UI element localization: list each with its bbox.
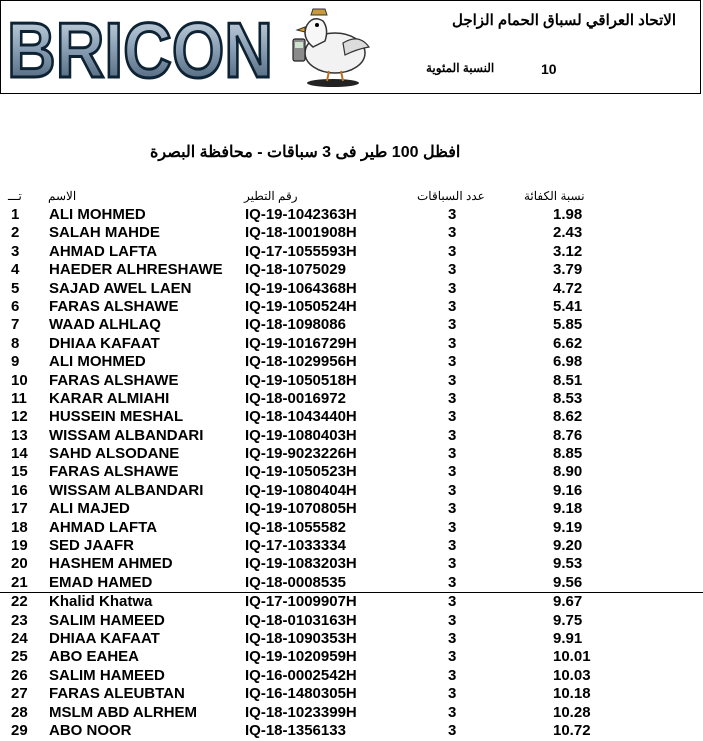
table-row: [0, 592, 703, 611]
bricon-logo-graphic: [5, 6, 277, 94]
ring-number-cell: IQ-18-1029956H: [245, 353, 357, 371]
race-count-cell: 3: [448, 685, 457, 703]
rank-cell: 21: [11, 573, 28, 591]
name-cell: WAAD ALHLAQ: [49, 316, 161, 334]
rank-cell: 19: [11, 537, 28, 555]
table-row: [0, 574, 703, 592]
name-cell: SALIM HAMEED: [49, 611, 165, 629]
efficiency-cell: 8.53: [553, 389, 583, 407]
efficiency-cell: 9.53: [553, 555, 583, 573]
race-count-cell: 3: [448, 629, 457, 647]
efficiency-cell: 10.18: [553, 685, 591, 703]
race-count-cell: 3: [448, 261, 457, 279]
rank-cell: 7: [11, 316, 20, 334]
efficiency-cell: 8.76: [553, 426, 583, 444]
name-cell: ALI MOHMED: [49, 353, 146, 371]
table-row: [0, 335, 703, 353]
rank-cell: 11: [11, 389, 27, 407]
efficiency-cell: 5.85: [553, 316, 583, 334]
table-row: [0, 685, 703, 703]
ring-number-cell: IQ-19-1070805H: [245, 500, 357, 518]
name-cell: FARAS ALSHAWE: [49, 371, 179, 389]
column-header-rank: تـــ: [8, 189, 22, 203]
rank-cell: 8: [11, 334, 20, 352]
ring-number-cell: IQ-18-0016972: [245, 389, 346, 407]
race-count-cell: 3: [448, 297, 457, 315]
table-row: [0, 630, 703, 648]
column-header-name: الاسم: [48, 189, 77, 203]
name-cell: ABO NOOR: [49, 721, 132, 739]
table-row: [0, 372, 703, 390]
percentage-label: النسبة المئوية: [426, 61, 495, 75]
efficiency-cell: 8.85: [553, 445, 583, 463]
race-count-cell: 3: [448, 279, 457, 297]
table-row: [0, 316, 703, 334]
rank-cell: 20: [11, 555, 28, 573]
race-count-cell: 3: [448, 537, 457, 555]
table-row: [0, 555, 703, 573]
efficiency-cell: 4.72: [553, 279, 583, 297]
rank-cell: 26: [11, 666, 28, 684]
table-row: [0, 280, 703, 298]
ring-number-cell: IQ-19-1016729H: [245, 334, 357, 352]
race-count-cell: 3: [448, 481, 457, 499]
ring-number-cell: IQ-16-1480305H: [245, 685, 357, 703]
name-cell: SAHD ALSODANE: [49, 445, 180, 463]
race-count-cell: 3: [448, 445, 457, 463]
name-cell: SALAH MAHDE: [49, 224, 160, 242]
efficiency-cell: 6.62: [553, 334, 583, 352]
name-cell: ALI MOHMED: [49, 206, 146, 223]
table-row: [0, 667, 703, 685]
efficiency-cell: 1.98: [553, 206, 583, 223]
ring-number-cell: IQ-19-1080403H: [245, 426, 357, 444]
name-cell: KARAR ALMIAHI: [49, 389, 170, 407]
table-row: [0, 648, 703, 666]
name-cell: DHIAA KAFAAT: [49, 629, 160, 647]
table-row: [0, 243, 703, 261]
ring-number-cell: IQ-18-1090353H: [245, 629, 357, 647]
rank-cell: 3: [11, 242, 20, 260]
table-row: [0, 298, 703, 316]
race-count-cell: 3: [448, 334, 457, 352]
race-count-cell: 3: [448, 316, 457, 334]
table-row: [0, 612, 703, 630]
name-cell: MSLM ABD ALRHEM: [49, 703, 198, 721]
table-row: [0, 537, 703, 555]
rank-cell: 2: [11, 224, 20, 242]
race-count-cell: 3: [448, 611, 457, 629]
race-count-cell: 3: [448, 463, 457, 481]
column-header-ring-number: رقم التطير: [244, 189, 298, 203]
efficiency-cell: 8.62: [553, 408, 583, 426]
name-cell: SED JAAFR: [49, 537, 135, 555]
race-count-cell: 3: [448, 555, 457, 573]
ring-number-cell: IQ-16-0002542H: [245, 666, 357, 684]
ring-number-cell: IQ-18-1055582: [245, 518, 346, 536]
percentage-value: 10: [541, 61, 557, 77]
efficiency-cell: 9.56: [553, 573, 583, 591]
efficiency-cell: 10.01: [553, 648, 591, 666]
table-row: [0, 722, 703, 740]
report-header: [0, 0, 701, 94]
race-count-cell: 3: [448, 703, 457, 721]
ring-number-cell: IQ-18-1075029: [245, 261, 346, 279]
efficiency-cell: 8.51: [553, 371, 583, 389]
ring-number-cell: IQ-19-1020959H: [245, 648, 357, 666]
column-header-efficiency: نسبة الكفائة: [524, 189, 585, 203]
ring-number-cell: IQ-17-1033334: [245, 537, 346, 555]
bricon-logo: [5, 6, 277, 94]
race-count-cell: 3: [448, 353, 457, 371]
efficiency-cell: 9.67: [553, 593, 583, 611]
rank-cell: 25: [11, 648, 28, 666]
race-count-cell: 3: [448, 593, 457, 611]
efficiency-cell: 9.18: [553, 500, 583, 518]
efficiency-cell: 3.79: [553, 261, 583, 279]
name-cell: HUSSEIN MESHAL: [49, 408, 184, 426]
race-count-cell: 3: [448, 648, 457, 666]
table-row: [0, 463, 703, 481]
race-count-cell: 3: [448, 224, 457, 242]
name-cell: EMAD HAMED: [49, 573, 153, 591]
ring-number-cell: IQ-19-1064368H: [245, 279, 357, 297]
name-cell: WISSAM ALBANDARI: [49, 426, 204, 444]
efficiency-cell: 9.75: [553, 611, 583, 629]
ring-number-cell: IQ-19-1042363H: [245, 206, 357, 223]
name-cell: SAJAD AWEL LAEN: [49, 279, 192, 297]
table-row: [0, 445, 703, 463]
table-row: [0, 408, 703, 426]
rank-cell: 27: [11, 685, 28, 703]
ring-number-cell: IQ-18-1001908H: [245, 224, 357, 242]
name-cell: ALI MAJED: [49, 500, 130, 518]
ring-number-cell: IQ-19-1050524H: [245, 297, 357, 315]
name-cell: AHMAD LAFTA: [49, 242, 158, 260]
table-row: [0, 427, 703, 445]
efficiency-cell: 3.12: [553, 242, 583, 260]
race-count-cell: 3: [448, 573, 457, 591]
name-cell: Khalid Khatwa: [49, 593, 153, 611]
table-row: [0, 206, 703, 224]
ring-number-cell: IQ-18-1043440H: [245, 408, 357, 426]
efficiency-cell: 5.41: [553, 297, 583, 315]
race-count-cell: 3: [448, 371, 457, 389]
ring-number-cell: IQ-19-1080404H: [245, 481, 357, 499]
name-cell: DHIAA KAFAAT: [49, 334, 160, 352]
race-count-cell: 3: [448, 518, 457, 536]
ring-number-cell: IQ-18-1023399H: [245, 703, 357, 721]
rank-cell: 9: [11, 353, 20, 371]
name-cell: WISSAM ALBANDARI: [49, 481, 204, 499]
race-count-cell: 3: [448, 426, 457, 444]
rank-cell: 22: [11, 593, 28, 611]
ring-number-cell: IQ-17-1009907H: [245, 593, 357, 611]
efficiency-cell: 9.19: [553, 518, 583, 536]
table-row: [0, 500, 703, 518]
ring-number-cell: IQ-19-1050523H: [245, 463, 357, 481]
rank-cell: 1: [11, 206, 20, 223]
race-count-cell: 3: [448, 408, 457, 426]
rank-cell: 10: [11, 371, 28, 389]
efficiency-cell: 9.20: [553, 537, 583, 555]
logo-text: BRICON: [7, 6, 273, 94]
efficiency-cell: 8.90: [553, 463, 583, 481]
efficiency-cell: 9.16: [553, 481, 583, 499]
rank-cell: 24: [11, 629, 28, 647]
ring-number-cell: IQ-18-1098086: [245, 316, 346, 334]
rank-cell: 5: [11, 279, 20, 297]
name-cell: AHMAD LAFTA: [49, 518, 158, 536]
table-row: [0, 704, 703, 722]
name-cell: HASHEM AHMED: [49, 555, 173, 573]
race-count-cell: 3: [448, 206, 457, 223]
efficiency-cell: 6.98: [553, 353, 583, 371]
rank-cell: 14: [11, 445, 28, 463]
ring-number-cell: IQ-18-0008535: [245, 573, 346, 591]
efficiency-cell: 10.72: [553, 721, 591, 739]
ring-number-cell: IQ-19-9023226H: [245, 445, 357, 463]
table-row: [0, 353, 703, 371]
ring-number-cell: IQ-18-0103163H: [245, 611, 357, 629]
rank-cell: 16: [11, 481, 28, 499]
race-count-cell: 3: [448, 500, 457, 518]
report-title: افظل 100 طير فى 3 سباقات - محافظة البصرة: [150, 144, 461, 161]
rank-cell: 12: [11, 408, 28, 426]
table-row: [0, 519, 703, 537]
name-cell: FARAS ALSHAWE: [49, 297, 179, 315]
ring-number-cell: IQ-17-1055593H: [245, 242, 357, 260]
ring-number-cell: IQ-19-1050518H: [245, 371, 357, 389]
rank-cell: 17: [11, 500, 28, 518]
efficiency-cell: 10.03: [553, 666, 591, 684]
federation-title: الاتحاد العراقي لسباق الحمام الزاجل: [451, 12, 676, 29]
efficiency-cell: 2.43: [553, 224, 583, 242]
rank-cell: 13: [11, 426, 28, 444]
rank-cell: 29: [11, 721, 28, 739]
rank-cell: 6: [11, 297, 20, 315]
ring-number-cell: IQ-19-1083203H: [245, 555, 357, 573]
table-row: [0, 390, 703, 408]
rank-cell: 15: [11, 463, 28, 481]
name-cell: HAEDER ALHRESHAWE: [49, 261, 223, 279]
race-count-cell: 3: [448, 389, 457, 407]
column-header-race-count: عدد السباقات: [417, 189, 485, 203]
race-count-cell: 3: [448, 242, 457, 260]
results-table: [0, 206, 703, 740]
ring-number-cell: IQ-18-1356133: [245, 721, 346, 739]
name-cell: ABO EAHEA: [49, 648, 140, 666]
table-row: [0, 482, 703, 500]
race-count-cell: 3: [448, 721, 457, 739]
rank-cell: 23: [11, 611, 28, 629]
name-cell: FARAS ALSHAWE: [49, 463, 179, 481]
table-row: [0, 224, 703, 242]
rank-cell: 4: [11, 261, 20, 279]
race-count-cell: 3: [448, 666, 457, 684]
name-cell: FARAS ALEUBTAN: [49, 685, 185, 703]
rank-cell: 18: [11, 518, 28, 536]
name-cell: SALIM HAMEED: [49, 666, 165, 684]
pigeon-mascot-icon: [283, 3, 375, 96]
table-row: [0, 261, 703, 279]
rank-cell: 28: [11, 703, 28, 721]
efficiency-cell: 9.91: [553, 629, 583, 647]
efficiency-cell: 10.28: [553, 703, 591, 721]
